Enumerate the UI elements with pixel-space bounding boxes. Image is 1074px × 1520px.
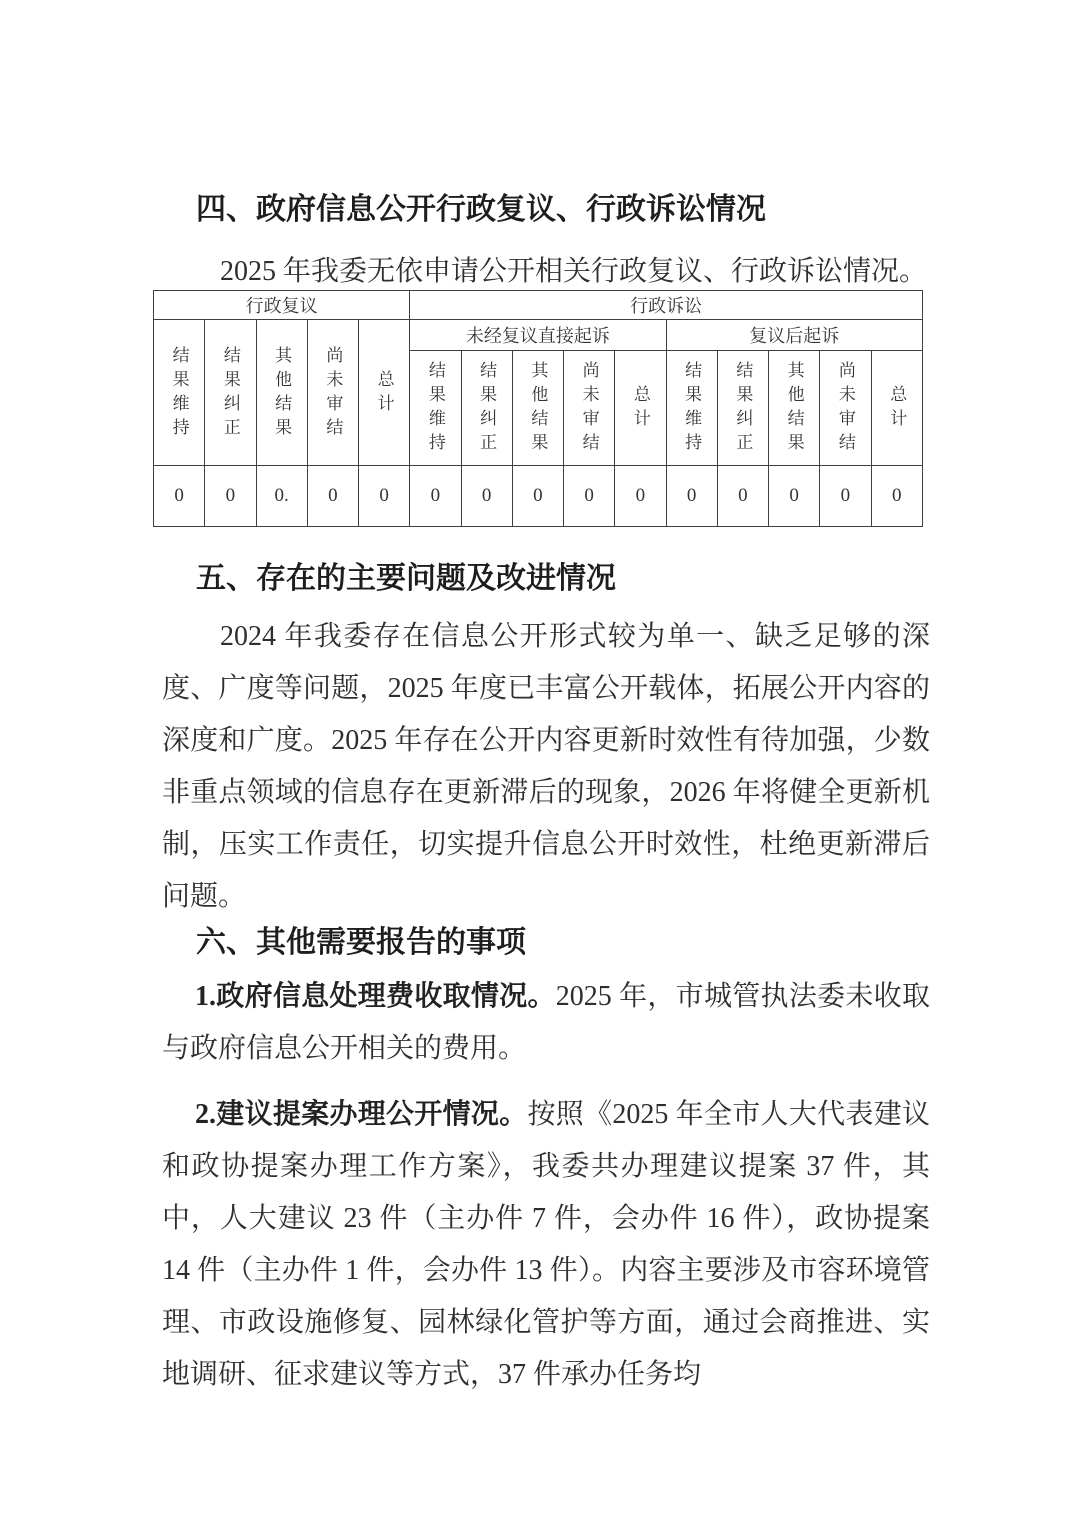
col-header-label: 尚未审结 — [835, 361, 855, 457]
value-cell: 0 — [666, 466, 717, 527]
value-cell: 0 — [154, 466, 205, 527]
col-header-label: 结果维持 — [425, 361, 445, 457]
section-5-paragraph: 2024 年我委存在信息公开形式较为单一、缺乏足够的深度、广度等问题，2025 年度已丰富公开载体，拓展公开内容的深度和广度。2025 年存在公开内容更新时效性有待加强，少数非重点领域的信息存在更新滞后的现象，2026 年将健全更新机制，压实工作责任，切实提升信息公开时效性，杜绝更新滞后问题。 — [162, 621, 930, 912]
group-header-admin-litigation: 行政诉讼 — [410, 291, 923, 320]
col-header-label: 结果维持 — [169, 345, 189, 442]
col-header-label: 结果纠正 — [477, 361, 497, 457]
col-header-result-upheld — [410, 351, 461, 466]
item-1-lead: 1.政府信息处理费收取情况。 — [195, 981, 556, 1012]
value-cell: 0 — [871, 466, 923, 527]
item-2-paragraph — [162, 1089, 930, 1401]
col-header-other-result — [769, 351, 820, 466]
col-header-label: 结果维持 — [682, 361, 702, 457]
table-subgroup-row — [154, 320, 923, 351]
value-cell: 0. — [256, 466, 307, 527]
col-header-pending — [564, 351, 615, 466]
col-header-label: 尚未审结 — [323, 345, 343, 442]
col-header-label: 总计 — [630, 385, 650, 433]
item-1-paragraph — [162, 971, 930, 1075]
col-header-result-upheld — [154, 320, 205, 466]
value-cell: 0 — [205, 466, 256, 527]
value-cell: 0 — [359, 466, 410, 527]
value-cell: 0 — [512, 466, 563, 527]
col-header-label: 其他结果 — [784, 361, 804, 457]
col-header-label: 总计 — [374, 369, 394, 418]
section-heading-6: 六、其他需要报告的事项 — [196, 926, 526, 959]
col-header-other-result — [256, 320, 307, 466]
value-cell: 0 — [769, 466, 820, 527]
subgroup-header-direct-suit: 未经复议直接起诉 — [410, 320, 666, 351]
col-header-pending — [307, 320, 358, 466]
col-header-result-upheld — [666, 351, 717, 466]
col-header-other-result — [512, 351, 563, 466]
col-header-total — [359, 320, 410, 466]
col-header-result-corrected — [717, 351, 768, 466]
col-header-label: 结果纠正 — [733, 361, 753, 457]
group-header-admin-review: 行政复议 — [154, 291, 410, 320]
value-cell: 0 — [410, 466, 461, 527]
col-header-label: 结果纠正 — [220, 345, 240, 442]
col-header-result-corrected — [461, 351, 512, 466]
value-cell: 0 — [461, 466, 512, 527]
value-cell: 0 — [717, 466, 768, 527]
col-header-result-corrected — [205, 320, 256, 466]
section-heading-5: 五、存在的主要问题及改进情况 — [196, 562, 616, 595]
value-cell: 0 — [820, 466, 871, 527]
col-header-label: 尚未审结 — [579, 361, 599, 457]
table-value-row — [154, 466, 923, 527]
col-header-label: 其他结果 — [272, 345, 292, 442]
col-header-total — [871, 351, 923, 466]
item-2-lead: 2.建议提案办理公开情况。 — [195, 1099, 528, 1130]
col-header-pending — [820, 351, 871, 466]
col-header-label: 其他结果 — [528, 361, 548, 457]
subgroup-header-post-review-suit: 复议后起诉 — [666, 320, 923, 351]
item-1-text: 2025 年，市城管执法委未收取与政府信息公开相关的费用。 — [162, 981, 930, 1064]
section-4-intro-paragraph: 2025 年我委无依申请公开相关行政复议、行政诉讼情况。 — [220, 256, 928, 287]
admin-review-litigation-table — [153, 290, 923, 527]
value-cell: 0 — [564, 466, 615, 527]
col-header-total — [615, 351, 666, 466]
value-cell: 0 — [307, 466, 358, 527]
section-heading-4: 四、政府信息公开行政复议、行政诉讼情况 — [196, 193, 766, 226]
col-header-label: 总计 — [887, 385, 907, 433]
value-cell: 0 — [615, 466, 666, 527]
item-2-text: 按照《2025 年全市人大代表建议和政协提案办理工作方案》，我委共办理建议提案 37 件，其中，人大建议 23 件（主办件 7 件，会办件 16 件），政协提案 14 件（主办件 1 件，会办件 13 件）。内容主要涉及市容环境管理、市政设施修复、园林绿化管护等方面，通过会商推进、实地调研、征求建议等方式，37 件承办任务均 — [162, 1099, 930, 1390]
